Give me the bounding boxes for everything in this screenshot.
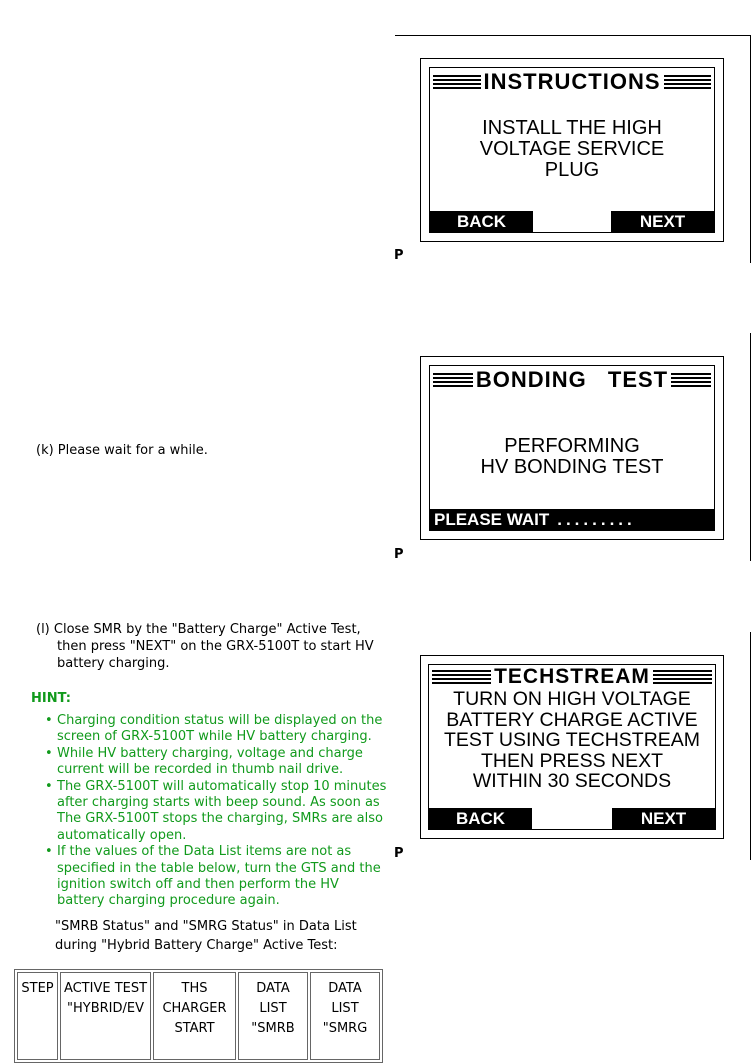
- progress-dots: .........: [557, 509, 636, 529]
- figure-mark: P: [394, 846, 404, 861]
- screen-title: INSTRUCTIONS: [483, 69, 661, 94]
- figure-mark: P: [394, 547, 404, 562]
- back-button[interactable]: BACK: [430, 211, 533, 232]
- frame-line-top: [395, 35, 750, 36]
- title-bars-left: [433, 75, 481, 90]
- screen-title: TECHSTREAM: [494, 665, 650, 688]
- smr-status-table: [14, 969, 383, 1063]
- title-bars-right: [671, 373, 711, 388]
- hint-item: • If the values of the Data List items are not as specified in the table below, turn the GTS and the ignition switch off and then perform the HV battery charging procedure again.: [45, 844, 390, 910]
- table-note: "SMRB Status" and "SMRG Status" in Data List during "Hybrid Battery Charge" Active Test:: [55, 919, 357, 953]
- step-l-line-2: then press "NEXT" on the GRX-5100T to start HV: [57, 639, 374, 654]
- step-l-line-3: battery charging.: [57, 656, 170, 671]
- status-bar: [430, 509, 714, 530]
- step-l-line-1: (l) Close SMR by the "Battery Charge" Active Test,: [36, 622, 361, 637]
- screen-message: TURN ON HIGH VOLTAGE BATTERY CHARGE ACTIVE TEST USING TECHSTREAM THEN PRESS NEXT WITHIN 30 SECONDS: [443, 688, 701, 793]
- step-l: [36, 621, 386, 672]
- title-bars-left: [432, 670, 491, 685]
- screen-title-bar: [430, 366, 714, 394]
- techstream-screen: [420, 655, 724, 839]
- hint-list: [45, 713, 390, 910]
- bonding-test-screen: [420, 356, 724, 540]
- frame-line-right-1: [750, 35, 751, 263]
- frame-line-right-2: [750, 333, 751, 561]
- next-button[interactable]: NEXT: [611, 211, 714, 232]
- instructions-screen: [420, 58, 724, 242]
- screen-title-bar: [429, 665, 715, 689]
- step-k: (k) Please wait for a while.: [36, 443, 208, 458]
- figure-mark: P: [394, 248, 404, 263]
- status-text: PLEASE WAIT: [434, 509, 550, 529]
- screen-message: PERFORMING HV BONDING TEST: [480, 435, 664, 478]
- title-bars-left: [433, 373, 473, 388]
- header-step: STEP: [17, 972, 58, 1060]
- back-button[interactable]: BACK: [429, 808, 532, 829]
- screen-title: BONDING TEST: [475, 367, 669, 392]
- title-bars-right: [653, 670, 712, 685]
- header-data-list-smrg: DATA LIST "SMRG: [310, 972, 380, 1060]
- header-active-test: ACTIVE TEST "HYBRID/EV: [60, 972, 151, 1060]
- hint-label: HINT:: [31, 691, 71, 706]
- header-data-list-smrb: DATA LIST "SMRB: [238, 972, 308, 1060]
- header-ths-charger-start: THS CHARGER START: [153, 972, 236, 1060]
- next-button[interactable]: NEXT: [612, 808, 715, 829]
- title-bars-right: [664, 75, 712, 90]
- hint-item: • Charging condition status will be displayed on the screen of GRX-5100T while HV battery charging.: [45, 713, 390, 746]
- table-header-row: [17, 972, 380, 1060]
- hint-item: • The GRX-5100T will automatically stop 10 minutes after charging starts with beep sound. As soon as The GRX-5100T stops the charging, SMRs are also automatically open.: [45, 779, 390, 845]
- screen-title-bar: [430, 68, 714, 96]
- screen-message: INSTALL THE HIGH VOLTAGE SERVICE PLUG: [479, 117, 665, 181]
- frame-line-right-3: [750, 632, 751, 860]
- hint-item: • While HV battery charging, voltage and charge current will be recorded in thumb nail drive.: [45, 746, 390, 779]
